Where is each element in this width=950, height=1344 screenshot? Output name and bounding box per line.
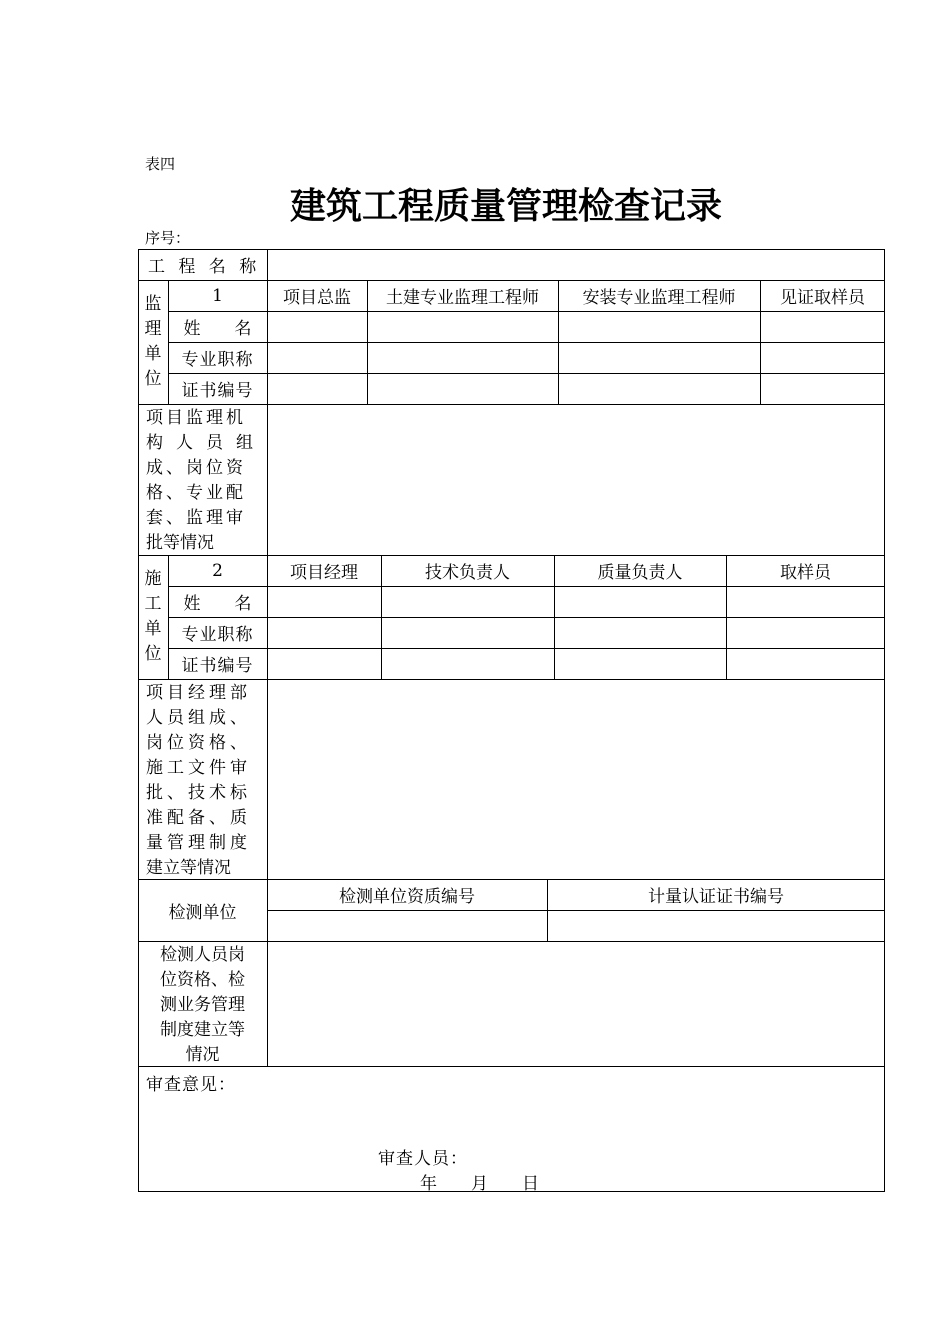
label-line: 项目监理机	[146, 408, 246, 428]
supervision-row-label: 专业职称	[181, 350, 254, 370]
unit-char: 位	[144, 644, 162, 664]
supervision-org-label	[146, 406, 266, 556]
construction-col-header: 技术负责人	[425, 563, 510, 583]
project-name-value[interactable]	[268, 250, 885, 280]
grid-line	[267, 910, 885, 911]
construction-row-label: 姓 名	[183, 594, 252, 614]
unit-char: 单	[144, 344, 162, 364]
construction-index: 2	[212, 560, 223, 581]
grid-line	[168, 373, 885, 374]
label-line: 建立等情况	[146, 858, 231, 878]
page-title: 建筑工程质量管理检查记录	[289, 185, 722, 227]
review-date-label: 年 月 日	[420, 1174, 539, 1194]
label-line: 套、监理审	[146, 508, 246, 528]
supervision-col-header: 土建专业监理工程师	[386, 288, 539, 308]
testing-personnel-label	[138, 943, 267, 1068]
construction-col-header: 取样员	[780, 563, 831, 583]
supervision-col-header: 见证取样员	[780, 288, 865, 308]
construction-col-header: 项目经理	[290, 563, 358, 583]
grid-line	[267, 404, 268, 555]
label-line: 检测人员岗	[160, 945, 245, 965]
label-line: 施工文件审	[146, 758, 251, 778]
label-line: 成、岗位资	[146, 458, 246, 478]
grid-line	[138, 404, 885, 405]
grid-line	[168, 586, 885, 587]
supervision-row-label: 姓 名	[183, 319, 252, 339]
grid-line	[267, 941, 268, 1066]
unit-char: 位	[144, 369, 162, 389]
construction-row-label: 专业职称	[181, 625, 254, 645]
grid-line	[138, 679, 885, 680]
grid-line	[168, 311, 885, 312]
label-line: 批等情况	[146, 533, 214, 553]
label-line: 制度建立等	[160, 1020, 245, 1040]
label-line: 项目经理部	[146, 683, 251, 703]
unit-char: 理	[144, 319, 162, 339]
sequence-number-label: 序号：	[145, 229, 191, 247]
grid-line	[267, 679, 268, 879]
label-line: 情况	[185, 1045, 220, 1065]
unit-char: 施	[144, 569, 162, 589]
testing-col-header: 检测单位资质编号	[339, 887, 475, 907]
supervision-col-header: 项目总监	[283, 288, 351, 308]
label-line: 岗位资格、	[146, 733, 251, 753]
construction-org-label	[146, 681, 266, 881]
supervision-col-header: 安装专业监理工程师	[582, 288, 736, 308]
grid-line	[168, 342, 885, 343]
grid-line	[168, 648, 885, 649]
grid-line	[168, 617, 885, 618]
review-opinion-label: 审查意见：	[146, 1075, 236, 1095]
supervision-row-label: 证书编号	[181, 381, 254, 401]
testing-col-header: 计量认证证书编号	[648, 887, 784, 907]
construction-unit-label	[138, 555, 168, 679]
label-line: 批、技术标	[146, 783, 251, 803]
unit-char: 单	[144, 619, 162, 639]
label-line: 构人员组	[146, 433, 266, 453]
supervision-index: 1	[212, 285, 223, 306]
reviewer-label: 审查人员：	[378, 1149, 468, 1169]
construction-row-label: 证书编号	[181, 656, 254, 676]
label-line: 人员组成、	[146, 708, 251, 728]
label-line: 测业务管理	[160, 995, 245, 1015]
label-line: 准配备、质	[146, 808, 251, 828]
grid-line	[138, 941, 885, 942]
table-number-label: 表四	[145, 155, 176, 173]
label-line: 量管理制度	[146, 833, 251, 853]
construction-col-header: 质量负责人	[597, 563, 683, 583]
label-line: 格、专业配	[146, 483, 246, 503]
supervision-unit-label	[138, 280, 168, 404]
testing-unit-label: 检测单位	[168, 902, 237, 923]
unit-char: 工	[144, 594, 162, 614]
label-line: 位资格、检	[160, 970, 245, 990]
unit-char: 监	[144, 294, 162, 314]
project-name-label: 工 程 名 称	[148, 257, 261, 277]
